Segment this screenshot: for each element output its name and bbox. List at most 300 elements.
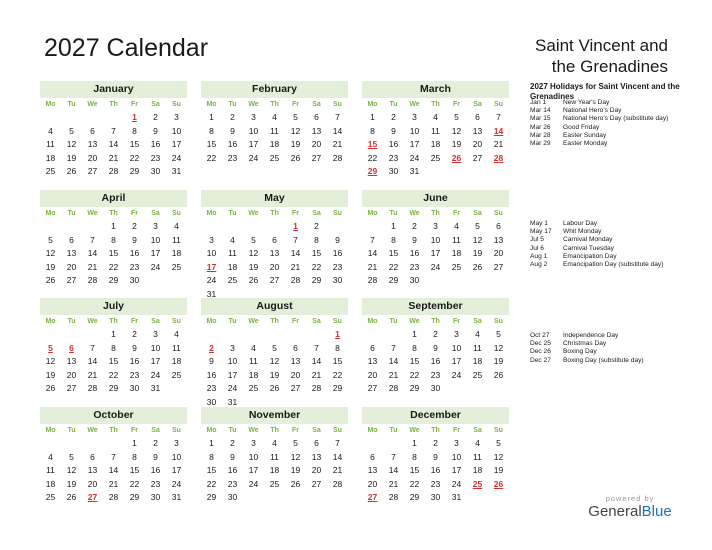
- day-cell: 23: [409, 261, 420, 272]
- day-cell: [285, 491, 306, 505]
- weekday-label: Tu: [228, 210, 237, 217]
- weekday-label: Fr: [453, 101, 460, 108]
- holiday-day-cell: 6: [69, 342, 74, 353]
- day-cell: 5: [251, 234, 256, 245]
- day-cell: 5: [475, 221, 480, 231]
- day-cell: 4: [475, 329, 480, 339]
- day-cell: 3: [174, 438, 179, 448]
- day-cell: 6: [293, 342, 298, 353]
- holiday-name: Carnival Monday: [563, 236, 613, 244]
- holiday-row: [530, 332, 700, 340]
- day-cell: 13: [367, 356, 378, 366]
- day-cell: 1: [370, 112, 375, 122]
- day-cell: 14: [388, 465, 399, 475]
- day-cell: [82, 111, 103, 125]
- weekday-label: Tu: [228, 427, 237, 434]
- day-cell: 1: [209, 112, 214, 122]
- day-cell: 14: [290, 248, 301, 258]
- day-cell: 4: [230, 234, 235, 245]
- day-cell: 13: [87, 139, 98, 149]
- day-cell: 30: [227, 492, 238, 502]
- day-cell: 17: [171, 139, 182, 149]
- day-cell: 21: [290, 261, 301, 272]
- weekday-label: Su: [333, 318, 342, 325]
- weekday-label: Su: [333, 210, 342, 217]
- week-row: [362, 437, 509, 451]
- day-cell: 25: [227, 275, 238, 285]
- weekday-label: Su: [172, 427, 181, 434]
- month-june: [362, 190, 509, 288]
- holiday-row: [530, 124, 700, 132]
- day-cell: 14: [87, 356, 98, 366]
- week-row: [40, 369, 187, 383]
- week-row: [201, 355, 348, 369]
- day-cell: 1: [111, 221, 116, 231]
- holiday-day-cell: 1: [132, 112, 137, 122]
- week-row: [40, 165, 187, 179]
- day-cell: 6: [496, 221, 501, 231]
- day-cell: 28: [388, 383, 399, 393]
- day-cell: [40, 437, 61, 451]
- week-row: [40, 138, 187, 152]
- day-cell: 24: [248, 478, 259, 489]
- day-cell: 21: [388, 478, 399, 489]
- day-cell: 27: [311, 152, 322, 163]
- day-cell: 29: [206, 492, 217, 502]
- month-name: February: [201, 81, 348, 98]
- weekday-label: Th: [431, 427, 440, 434]
- weekday-label: Tu: [389, 210, 398, 217]
- day-cell: 16: [227, 139, 238, 149]
- weekday-label: Tu: [389, 101, 398, 108]
- month-may: [201, 190, 348, 301]
- week-row: [201, 478, 348, 492]
- day-cell: 23: [332, 261, 343, 272]
- weekday-header: [201, 98, 348, 111]
- day-cell: 26: [66, 166, 77, 176]
- day-cell: 30: [150, 492, 161, 502]
- day-cell: 11: [46, 465, 55, 475]
- holiday-date: Jul 5: [530, 236, 544, 244]
- day-cell: 27: [87, 166, 98, 176]
- day-cell: 20: [493, 248, 504, 258]
- holiday-day-cell: 26: [451, 152, 462, 163]
- holiday-day-cell: 26: [493, 478, 504, 489]
- holiday-date: Mar 14: [530, 107, 551, 115]
- day-cell: 21: [108, 152, 119, 163]
- day-cell: 7: [496, 112, 501, 122]
- day-cell: 22: [367, 152, 378, 163]
- week-row: [362, 355, 509, 369]
- weekday-label: We: [409, 427, 420, 434]
- weekday-label: Tu: [67, 318, 76, 325]
- day-cell: 19: [269, 369, 280, 380]
- week-row: [201, 261, 348, 275]
- day-cell: [327, 220, 348, 234]
- day-cell: [264, 328, 285, 342]
- weekday-label: Mo: [45, 318, 56, 325]
- month-name: January: [40, 81, 187, 98]
- weekday-label: Tu: [67, 210, 76, 217]
- month-name: December: [362, 407, 509, 424]
- day-cell: [362, 328, 383, 342]
- holiday-name: Labour Day: [563, 220, 598, 227]
- day-cell: 31: [227, 396, 238, 407]
- week-row: [201, 220, 348, 234]
- day-cell: 25: [430, 152, 441, 163]
- holiday-row: [530, 340, 700, 348]
- day-cell: 1: [412, 438, 417, 448]
- day-cell: 15: [388, 248, 399, 258]
- holiday-name: Boxing Day: [563, 348, 597, 356]
- day-cell: 17: [248, 465, 259, 475]
- day-cell: 16: [388, 139, 399, 149]
- day-cell: 20: [269, 261, 280, 272]
- day-cell: 12: [493, 451, 504, 462]
- day-cell: 7: [370, 234, 375, 245]
- day-cell: [425, 274, 446, 288]
- holiday-name: Independence Day: [563, 332, 619, 339]
- day-cell: 1: [412, 329, 417, 339]
- day-cell: 15: [409, 465, 420, 475]
- day-cell: [285, 328, 306, 342]
- day-cell: 14: [367, 248, 378, 258]
- day-cell: 18: [472, 356, 483, 366]
- weekday-header: [40, 424, 187, 437]
- holiday-name: Christmas Day: [563, 340, 607, 348]
- day-cell: 8: [412, 451, 417, 462]
- day-cell: 24: [227, 383, 238, 393]
- day-cell: 7: [293, 234, 298, 245]
- weekday-header: [362, 315, 509, 328]
- powered-by-text: powered by: [605, 494, 655, 503]
- day-cell: 20: [472, 139, 483, 149]
- month-september: [362, 298, 509, 396]
- day-cell: 26: [45, 275, 56, 285]
- day-cell: 31: [171, 166, 182, 176]
- day-cell: [467, 382, 488, 396]
- day-cell: 12: [472, 234, 483, 245]
- day-cell: 25: [45, 166, 56, 176]
- weekday-label: Sa: [473, 101, 482, 108]
- weekday-header: [362, 207, 509, 220]
- day-cell: [61, 220, 82, 234]
- day-cell: 19: [66, 478, 77, 489]
- day-cell: 29: [332, 383, 343, 393]
- day-cell: 9: [153, 125, 158, 136]
- day-cell: 26: [493, 369, 504, 380]
- weekday-label: Mo: [206, 210, 217, 217]
- day-cell: 16: [150, 139, 161, 149]
- weekday-label: Th: [109, 210, 118, 217]
- day-cell: 30: [409, 275, 420, 285]
- weekday-label: Sa: [312, 210, 321, 217]
- day-cell: 26: [290, 152, 301, 163]
- holiday-date: May 17: [530, 228, 552, 236]
- day-cell: 12: [66, 465, 77, 475]
- day-cell: 23: [430, 369, 441, 380]
- day-cell: 18: [171, 248, 182, 258]
- day-cell: 28: [388, 492, 399, 502]
- week-row: [362, 478, 509, 492]
- day-cell: 15: [129, 465, 140, 475]
- week-row: [201, 437, 348, 451]
- day-cell: 26: [248, 275, 259, 285]
- day-cell: [201, 328, 222, 342]
- day-cell: 29: [409, 383, 420, 393]
- holiday-day-cell: 15: [367, 139, 378, 149]
- weekday-label: Su: [172, 101, 181, 108]
- weekday-label: Th: [431, 210, 440, 217]
- week-row: [362, 125, 509, 139]
- day-cell: [61, 111, 82, 125]
- weekday-label: Sa: [473, 318, 482, 325]
- day-cell: 18: [227, 261, 238, 272]
- day-cell: 5: [69, 125, 74, 136]
- day-cell: 11: [172, 342, 181, 353]
- day-cell: 18: [45, 152, 56, 163]
- weekday-label: Fr: [453, 318, 460, 325]
- day-cell: 8: [132, 125, 137, 136]
- weekday-header: [201, 207, 348, 220]
- day-cell: 23: [227, 478, 238, 489]
- day-cell: 2: [153, 112, 158, 122]
- holidays-title: 2027 Holidays for Saint Vincent and the Grenadines: [530, 82, 680, 101]
- day-cell: 18: [248, 369, 259, 380]
- day-cell: [145, 274, 166, 288]
- day-cell: 2: [314, 221, 319, 231]
- day-cell: 8: [111, 342, 116, 353]
- week-row: [40, 328, 187, 342]
- day-cell: 7: [335, 438, 340, 448]
- day-cell: [467, 165, 488, 179]
- day-cell: 14: [311, 356, 322, 366]
- day-cell: 10: [248, 125, 259, 136]
- day-cell: 22: [129, 152, 140, 163]
- day-cell: [467, 274, 488, 288]
- day-cell: 22: [332, 369, 343, 380]
- day-cell: 19: [493, 465, 504, 475]
- week-row: [201, 464, 348, 478]
- holiday-row: [530, 107, 700, 115]
- week-row: [201, 152, 348, 166]
- day-cell: 27: [66, 383, 77, 393]
- day-cell: 11: [473, 342, 482, 353]
- weekday-label: Th: [270, 210, 279, 217]
- day-cell: 18: [430, 139, 441, 149]
- day-cell: 24: [171, 152, 182, 163]
- day-cell: 27: [472, 152, 483, 163]
- holiday-date: Dec 25: [530, 340, 551, 348]
- day-cell: 31: [409, 166, 420, 176]
- day-cell: 15: [129, 139, 140, 149]
- day-cell: 10: [248, 451, 259, 462]
- week-row: [362, 138, 509, 152]
- day-cell: 10: [150, 234, 161, 245]
- day-cell: 27: [311, 478, 322, 489]
- day-cell: [166, 274, 187, 288]
- day-cell: 15: [206, 139, 217, 149]
- day-cell: [82, 328, 103, 342]
- weekday-label: Fr: [292, 318, 299, 325]
- day-cell: 20: [311, 139, 322, 149]
- weekday-label: Fr: [131, 318, 138, 325]
- day-cell: 2: [412, 221, 417, 231]
- day-cell: 16: [150, 465, 161, 475]
- day-cell: 6: [370, 342, 375, 353]
- weekday-label: Su: [333, 427, 342, 434]
- day-cell: 13: [290, 356, 301, 366]
- day-cell: 4: [251, 342, 256, 353]
- week-row: [40, 464, 187, 478]
- day-cell: 10: [451, 342, 462, 353]
- day-cell: 6: [314, 438, 319, 448]
- day-cell: [383, 328, 404, 342]
- day-cell: 29: [409, 492, 420, 502]
- holiday-name: National Hero's Day (substitute day): [563, 115, 669, 123]
- day-cell: 24: [150, 369, 161, 380]
- day-cell: 2: [132, 329, 137, 339]
- weekday-label: Tu: [228, 101, 237, 108]
- day-cell: 9: [433, 342, 438, 353]
- day-cell: 8: [132, 451, 137, 462]
- day-cell: 19: [290, 139, 301, 149]
- day-cell: 17: [150, 356, 161, 366]
- day-cell: 8: [370, 125, 375, 136]
- week-row: [201, 328, 348, 342]
- day-cell: 11: [172, 234, 181, 245]
- day-cell: 14: [108, 139, 119, 149]
- day-cell: 30: [206, 396, 217, 407]
- day-cell: 17: [409, 139, 420, 149]
- day-cell: 25: [45, 492, 56, 502]
- day-cell: 31: [451, 492, 462, 502]
- holiday-date: Jul 6: [530, 244, 544, 252]
- month-october: [40, 407, 187, 505]
- day-cell: 28: [367, 275, 378, 285]
- day-cell: 14: [87, 248, 98, 258]
- weekday-label: Sa: [473, 427, 482, 434]
- day-cell: 13: [493, 234, 504, 245]
- day-cell: 29: [108, 383, 119, 393]
- weekday-label: Mo: [367, 101, 378, 108]
- day-cell: 22: [206, 152, 217, 163]
- day-cell: 13: [311, 451, 322, 462]
- day-cell: 8: [335, 342, 340, 353]
- week-row: [362, 152, 509, 166]
- month-august: [201, 298, 348, 409]
- day-cell: 16: [430, 465, 441, 475]
- week-row: [201, 247, 348, 261]
- weekday-label: Sa: [312, 427, 321, 434]
- day-cell: 29: [129, 166, 140, 176]
- day-cell: 8: [412, 342, 417, 353]
- day-cell: 3: [454, 438, 459, 448]
- month-name: November: [201, 407, 348, 424]
- brand-logo: [588, 494, 672, 520]
- day-cell: [103, 111, 124, 125]
- day-cell: [362, 220, 383, 234]
- weekday-label: Th: [431, 101, 440, 108]
- month-name: March: [362, 81, 509, 98]
- weekday-label: We: [248, 318, 259, 325]
- week-row: [362, 464, 509, 478]
- day-cell: 20: [87, 478, 98, 489]
- day-cell: 21: [388, 369, 399, 380]
- weekday-label: Th: [270, 101, 279, 108]
- weekday-header: [362, 98, 509, 111]
- week-row: [201, 451, 348, 465]
- weekday-header: [201, 424, 348, 437]
- day-cell: 25: [451, 261, 462, 272]
- week-row: [201, 274, 348, 288]
- day-cell: 3: [251, 112, 256, 122]
- day-cell: [488, 491, 509, 505]
- day-cell: 1: [391, 221, 396, 231]
- day-cell: 2: [230, 438, 235, 448]
- day-cell: 22: [388, 261, 399, 272]
- day-cell: 14: [108, 465, 119, 475]
- day-cell: 27: [367, 383, 378, 393]
- weekday-label: Mo: [367, 318, 378, 325]
- week-row: [40, 437, 187, 451]
- day-cell: 16: [227, 465, 238, 475]
- day-cell: 7: [111, 125, 116, 136]
- holiday-day-cell: 28: [493, 152, 504, 163]
- day-cell: 16: [430, 356, 441, 366]
- weekday-label: We: [409, 101, 420, 108]
- day-cell: [40, 220, 61, 234]
- day-cell: [222, 220, 243, 234]
- day-cell: 26: [45, 383, 56, 393]
- day-cell: 26: [66, 492, 77, 502]
- holiday-date: Dec 26: [530, 348, 551, 356]
- day-cell: 5: [454, 112, 459, 122]
- day-cell: 17: [248, 139, 259, 149]
- day-cell: 8: [314, 234, 319, 245]
- weekday-label: Su: [494, 210, 503, 217]
- day-cell: 1: [132, 438, 137, 448]
- day-cell: 19: [290, 465, 301, 475]
- day-cell: 5: [496, 329, 501, 339]
- day-cell: 31: [150, 383, 161, 393]
- day-cell: 29: [388, 275, 399, 285]
- holiday-name: Boxing Day (substitute day): [563, 356, 644, 364]
- week-row: [201, 491, 348, 505]
- day-cell: [488, 382, 509, 396]
- week-row: [362, 165, 509, 179]
- day-cell: 30: [129, 383, 140, 393]
- holiday-row: [530, 99, 700, 107]
- day-cell: 20: [367, 478, 378, 489]
- day-cell: 21: [332, 139, 343, 149]
- day-cell: [40, 111, 61, 125]
- holiday-name: National Hero's Day: [563, 107, 622, 115]
- day-cell: [40, 328, 61, 342]
- holiday-name: Emancipation Day (substitute day): [563, 261, 664, 269]
- day-cell: 27: [290, 383, 301, 393]
- day-cell: [488, 165, 509, 179]
- day-cell: 7: [111, 451, 116, 462]
- weekday-label: Mo: [367, 210, 378, 217]
- day-cell: 13: [66, 248, 77, 258]
- week-row: [362, 220, 509, 234]
- day-cell: 18: [45, 478, 56, 489]
- day-cell: 26: [290, 478, 301, 489]
- weekday-label: Fr: [453, 210, 460, 217]
- day-cell: 17: [227, 369, 238, 380]
- day-cell: [488, 274, 509, 288]
